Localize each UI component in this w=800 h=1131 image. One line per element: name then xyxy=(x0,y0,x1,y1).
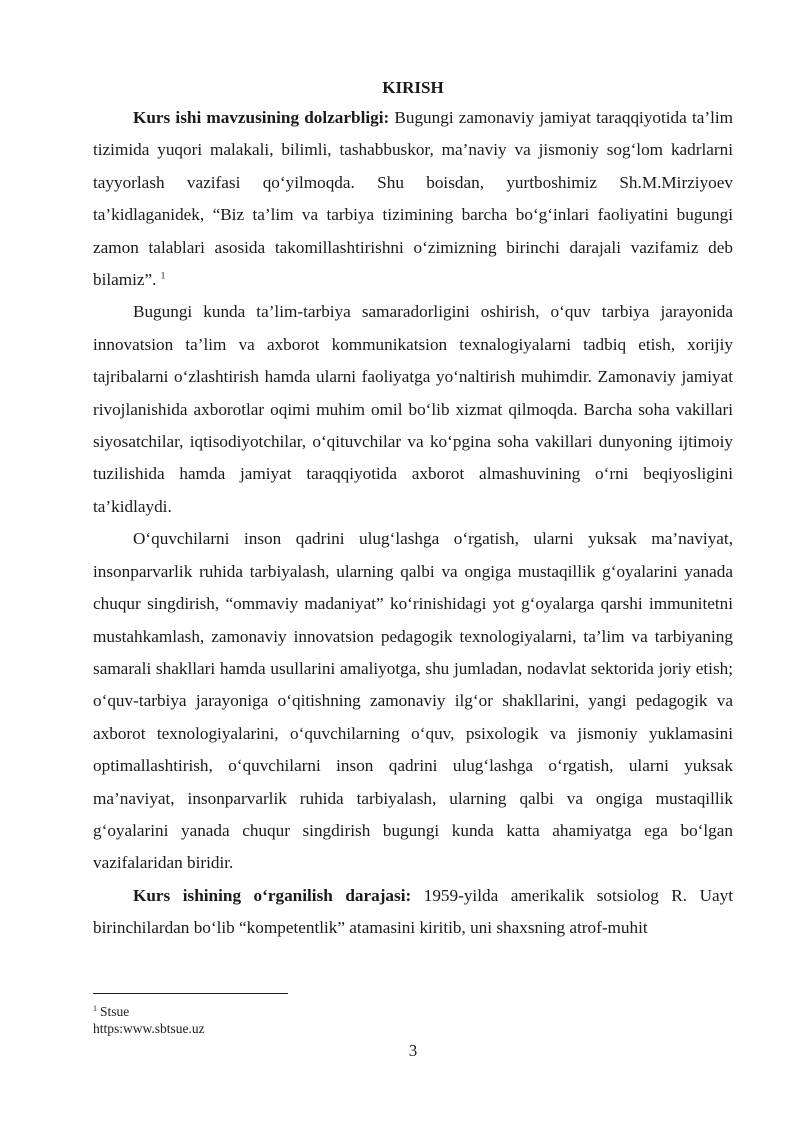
paragraph-text: Bugungi kunda ta’lim-tarbiya samaradorligini oshirish, o‘quv tarbiya jarayonida innovatsion ta’lim va axborot kommunikatsion texnalogiyalarni tadbiq etish, xorijiy tajribalarni o‘zlashtirish hamda ularni faoliyatga yo‘naltirish muhimdir. Zamonaviy jamiyat rivojlanishida axborotlar oqimi muhim omil bo‘lib xizmat qilmoqda. Barcha soha vakillari siyosatchilar, iqtisodiyotchilar, o‘qituvchilar va ko‘pgina soha vakillari dunyoning ijtimoiy tuzilishida hamda jamiyat taraqqiyotida axborot almashuvining o‘rni beqiyosligini ta’kidlaydi. xyxy=(93,302,733,516)
page-heading: KIRISH xyxy=(382,78,444,97)
paragraph-study-degree xyxy=(93,880,733,945)
paragraph-efficiency xyxy=(93,296,733,523)
paragraph-lead-relevance: Kurs ishi mavzusining dolzarbligi: xyxy=(133,108,390,127)
paragraph-text: O‘quvchilarni inson qadrini ulug‘lashga o‘rgatish, ularni yuksak ma’naviyat, insonparvarlik ruhida tarbiyalash, ularning qalbi va ongiga mustaqillik g‘oyalarini yanada chuqur singdirish, “ommaviy madaniyat” ko‘rinishidagi yot g‘oyalarga qarshi immunitetni mustahkamlash, zamonaviy innovatsion pedagogik texnologiyalarni, ta’lim va tarbiyaning samarali shakllari hamda usullarini amaliyotga, shu jumladan, nodavlat sektorida joriy etish; o‘quv-tarbiya jarayoniga o‘qitishning zamonaviy ilg‘or shakllarini, yangi pedagogik va axborot texnologiyalarini, o‘quvchilarning o‘quv, psixologik va jismoniy yuklamasini optimallashtirish, o‘quvchilarni inson qadrini ulug‘lashga o‘rgatish, ularni yuksak ma’naviyat, insonparvarlik ruhida tarbiyalash, ularning qalbi va ongiga mustaqillik g‘oyalarini yanada chuqur singdirish bugungi kunda katta ahamiyatga ega bo‘lgan vazifalaridan biridir. xyxy=(93,529,733,873)
footnote-reference[interactable]: 1 xyxy=(160,270,166,281)
footnote-divider xyxy=(93,993,288,994)
paragraph-students xyxy=(93,523,733,879)
paragraph-lead-study-degree: Kurs ishining o‘rganilish darajasi: xyxy=(133,885,412,905)
paragraph-text: 1959-yilda amerikalik sotsiolog R. Uayt birinchilardan bo‘lib “kompetentlik” atamasini kiritib, uni shaxsning atrof-muhit xyxy=(93,885,733,938)
footnote-url[interactable]: https:www.sbtsue.uz xyxy=(93,1021,205,1036)
footnote-source-text: Stsue xyxy=(100,1004,130,1019)
footnote-source xyxy=(93,1003,733,1020)
body-text xyxy=(93,102,733,945)
footnotes xyxy=(93,1003,733,1037)
paragraph-text: Bugungi zamonaviy jamiyat taraqqiyotida ta’lim tizimida yuqori malakali, bilimli, tashabbuskor, ma’naviy va jismoniy sog‘lom kadrlarni tayyorlash vazifasi qo‘yilmoqda. Shu boisdan, yurtboshimiz Sh.M.Mirziyoev ta’kidlaganidek, “Biz ta’lim va tarbiya tizimining barcha bo‘g‘inlari faoliyatini bugungi zamon talablari asosida takomillashtirishni o‘zimizning birinchi darajali vazifamiz deb bilamiz”. xyxy=(93,108,734,290)
page-number: 3 xyxy=(408,1041,418,1060)
footnote-number: 1 xyxy=(93,1003,97,1013)
paragraph-relevance xyxy=(93,102,733,296)
